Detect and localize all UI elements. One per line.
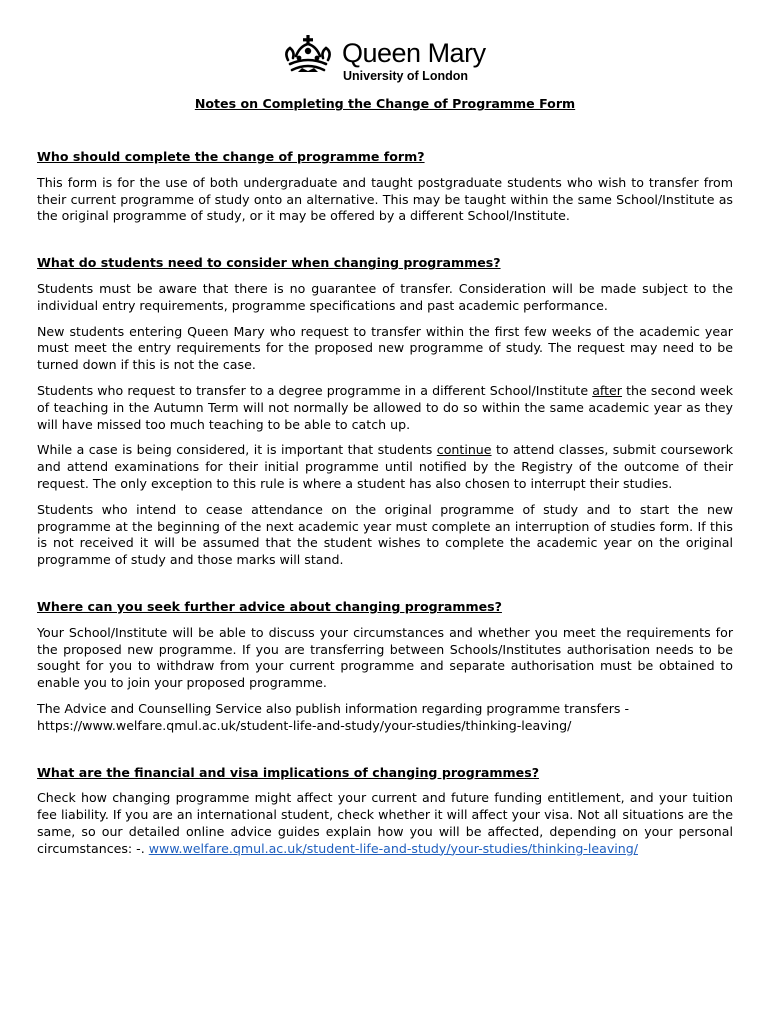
- paragraph: [37, 442, 733, 492]
- logo-subtitle: University of London: [343, 69, 468, 83]
- crown-icon: [282, 34, 334, 76]
- page-title: Notes on Completing the Change of Programme Form: [194, 96, 576, 111]
- section-heading: Where can you seek further advice about changing programmes?: [37, 598, 502, 614]
- text-run: to attend classes, submit coursework and attend examinations for their initial programme until notified by the Registry of the outcome of their request. The only exception to this rule is where a student has also chosen to interrupt their studies.: [37, 442, 733, 491]
- text-run: Check how changing programme might affect your current and future funding entitlement, and your tuition fee liability. If you are an international student, check whether it will affect your visa. Not all situations are the same, so our detailed online advice guides explain how you will be affected, depending on your personal circumstances: -.: [37, 790, 733, 856]
- paragraph: The Advice and Counselling Service also publish information regarding programme transfers - https://www.welfare.qmul.ac.uk/student-life-and-study/your-studies/thinking-leaving/: [37, 700, 630, 733]
- section-further-advice: [37, 599, 733, 735]
- paragraph: This form is for the use of both undergraduate and taught postgraduate students who wish to transfer from their current programme of study onto an alternative. This may be taught within the same School/Institute as the original programme of study, or it may be offered by a different School/Institute.: [37, 174, 733, 224]
- section-heading: What are the financial and visa implications of changing programmes?: [37, 764, 540, 780]
- text-run: While a case is being considered, it is important that students: [37, 442, 437, 458]
- paragraph: New students entering Queen Mary who request to transfer within the first few weeks of the academic year must meet the entry requirements for the proposed new programme of study. The request may need to be turned down if this is not the case.: [37, 323, 733, 373]
- section-heading: What do students need to consider when changing programmes?: [37, 255, 501, 271]
- welfare-link[interactable]: www.welfare.qmul.ac.uk/student-life-and-study/your-studies/thinking-leaving/: [148, 840, 638, 856]
- section-considerations: [37, 255, 733, 569]
- paragraph: [37, 790, 733, 857]
- logo-name: Queen Mary: [342, 38, 486, 68]
- paragraph: Students must be aware that there is no guarantee of transfer. Consideration will be made subject to the individual entry requirements, programme specifications and past academic performance.: [37, 280, 733, 313]
- section-financial-visa: [37, 765, 733, 858]
- section-heading: Who should complete the change of programme form?: [37, 149, 425, 164]
- university-logo: [282, 34, 502, 86]
- section-who-should-complete: [37, 149, 733, 225]
- text-run: the second week of teaching in the Autumn Term will not normally be allowed to do so within the same academic year as they will have missed too much teaching to be able to catch up.: [37, 382, 734, 432]
- paragraph: [37, 383, 733, 433]
- paragraph: Students who intend to cease attendance on the original programme of study and to start the new programme at the beginning of the next academic year must complete an interruption of studies form. If this is not received it will be assumed that the student wishes to complete the academic year on the original programme of study and those marks will stand.: [37, 501, 733, 568]
- text-run: Students who request to transfer to a degree programme in a different School/Institute: [37, 382, 593, 398]
- paragraph: Your School/Institute will be able to discuss your circumstances and whether you meet the requirements for the proposed new programme. If you are transferring between Schools/Institutes authorisation needs to be sought for you to withdraw from your current programme and separate authorisation must be obtained to enable you to join your proposed programme.: [37, 624, 733, 691]
- emphasis-continue: continue: [436, 442, 492, 458]
- document-body: [37, 149, 733, 888]
- emphasis-after: after: [592, 382, 622, 398]
